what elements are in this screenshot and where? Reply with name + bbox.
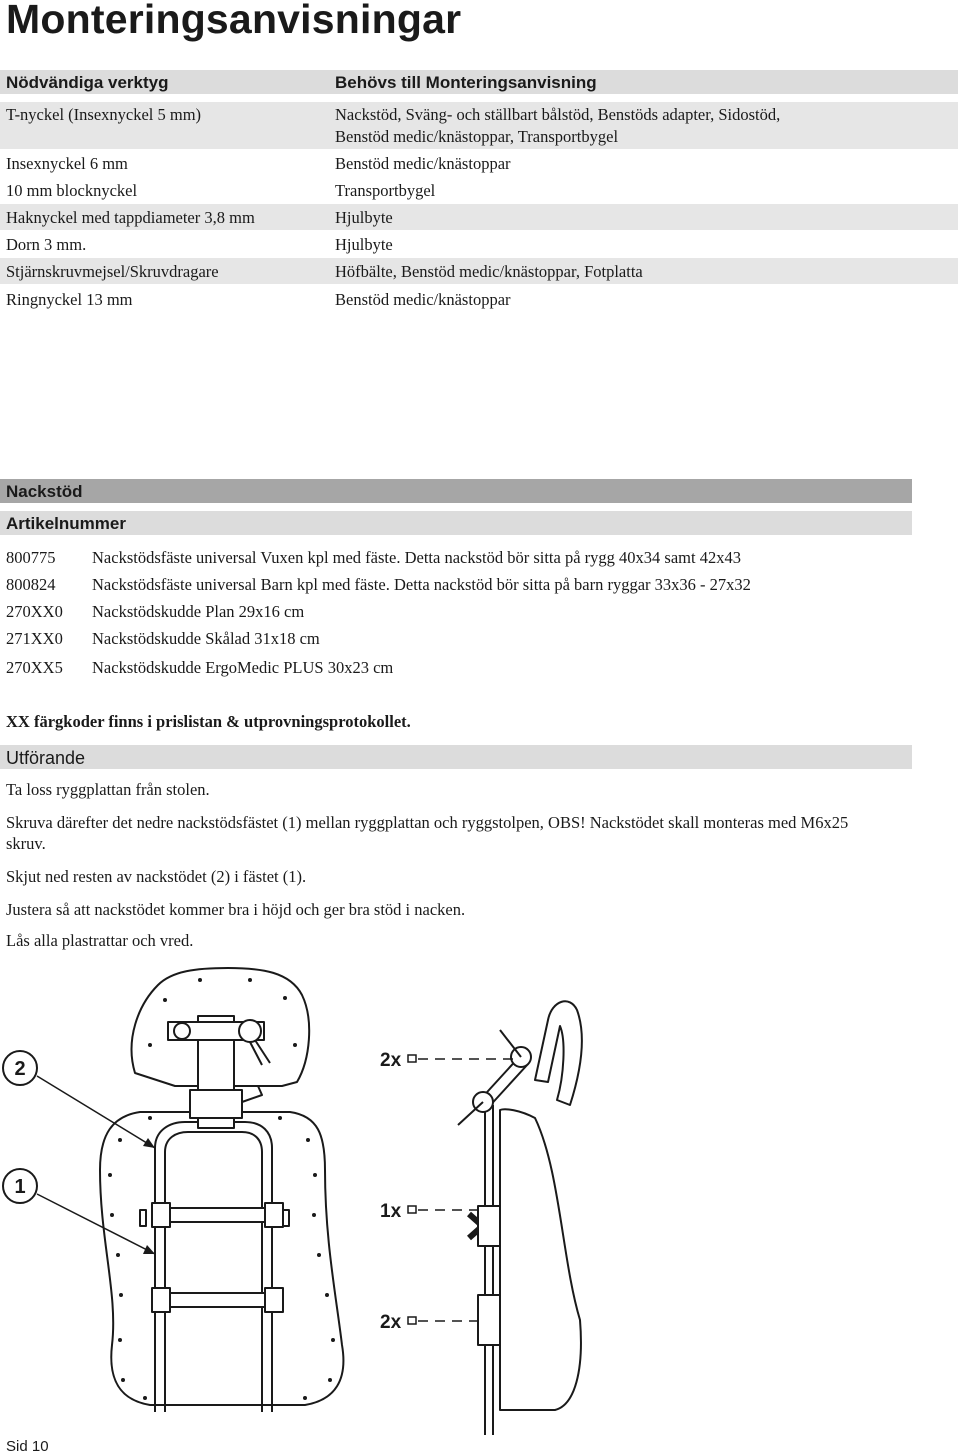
article-description: Nackstödskudde ErgoMedic PLUS 30x23 cm <box>92 658 394 677</box>
article-description: Nackstödsfäste universal Barn kpl med fäste. Detta nackstöd bör sitta på barn ryggar 33x36 - 27x32 <box>92 575 751 594</box>
instruction-step: Justera så att nackstödet kommer bra i höjd och ger bra stöd i nacken. <box>6 900 466 919</box>
headrest-assembly-diagram <box>0 960 960 1440</box>
crossbar <box>160 1208 275 1222</box>
mount-clamp <box>265 1203 283 1227</box>
tool-name: 10 mm blocknyckel <box>6 181 138 200</box>
instruction-step: Ta loss ryggplattan från stolen. <box>6 780 210 799</box>
tool-name: Ringnyckel 13 mm <box>6 290 133 309</box>
utforande-title: Utförande <box>6 748 86 768</box>
qty-mid-label: 1x <box>380 1201 402 1222</box>
qty-bottom-label: 2x <box>380 1312 402 1333</box>
section-title: Nackstöd <box>6 482 83 501</box>
callout-1-leader <box>37 1194 155 1254</box>
article-number: 270XX5 <box>6 658 63 677</box>
side-post <box>485 1105 493 1435</box>
instruction-step: Skjut ned resten av nackstödet (2) i fästet (1). <box>6 867 307 886</box>
tool-name: Insexnyckel 6 mm <box>6 154 128 173</box>
tool-use: Benstöd medic/knästoppar <box>335 154 511 173</box>
tools-header-left: Nödvändiga verktyg <box>6 73 169 92</box>
mount-clamp <box>152 1203 170 1227</box>
tool-use: Transportbygel <box>335 181 436 200</box>
tool-name: T-nyckel (Insexnyckel 5 mm) <box>6 105 202 124</box>
callout-1-label: 1 <box>14 1176 26 1198</box>
article-description: Nackstödsfäste universal Vuxen kpl med fäste. Detta nackstöd bör sitta på rygg 40x34 samt 42x43 <box>92 548 741 567</box>
page-title: Monteringsanvisningar <box>6 0 462 42</box>
tool-name: Haknyckel med tappdiameter 3,8 mm <box>6 208 255 227</box>
tool-use: Hjulbyte <box>335 235 393 254</box>
side-bracket <box>478 1206 500 1246</box>
article-number: 271XX0 <box>6 629 63 648</box>
page-number: Sid 10 <box>6 1438 49 1455</box>
knob <box>174 1023 190 1039</box>
headrest-frame-tube <box>155 1122 272 1412</box>
tool-use: Höfbälte, Benstöd medic/knästoppar, Fotplatta <box>335 262 643 281</box>
headrest-frame-tube <box>165 1132 262 1412</box>
side-cushion <box>535 1001 582 1105</box>
crossbar <box>160 1293 275 1307</box>
tool-use: Nackstöd, Sväng- och ställbart bålstöd, Benstöds adapter, Sidostöd, <box>335 105 781 124</box>
qty-top-label: 2x <box>380 1050 402 1071</box>
center-clamp <box>190 1090 242 1118</box>
color-code-note: XX färgkoder finns i prislistan & utprovningsprotokollet. <box>6 712 411 731</box>
mount-clamp <box>152 1288 170 1312</box>
subsection-title: Artikelnummer <box>6 514 126 533</box>
tool-use: Benstöd medic/knästoppar <box>335 290 511 309</box>
instruction-step: Skruva därefter det nedre nackstödsfästet (1) mellan ryggplattan och ryggstolpen, OBS! Nackstödet skall monteras med M6x25 skruv. <box>6 813 849 853</box>
subsection-band <box>0 511 912 535</box>
tool-name: Dorn 3 mm. <box>6 235 87 254</box>
article-number: 270XX0 <box>6 602 63 621</box>
side-bracket <box>478 1295 500 1345</box>
lever <box>250 1040 270 1065</box>
tool-use: Benstöd medic/knästoppar, Transportbygel <box>335 127 619 146</box>
article-description: Nackstödskudde Plan 29x16 cm <box>92 602 305 621</box>
article-number: 800824 <box>6 575 56 594</box>
subsection-band <box>0 745 912 769</box>
knob <box>239 1020 261 1042</box>
article-description: Nackstödskudde Skålad 31x18 cm <box>92 629 320 648</box>
back-plate <box>100 1112 343 1405</box>
tool-use: Hjulbyte <box>335 208 393 227</box>
tool-name: Stjärnskruvmejsel/Skruvdragare <box>6 262 219 281</box>
instruction-step: Lås alla plastrattar och vred. <box>6 931 194 950</box>
lever <box>242 1086 262 1102</box>
tools-header-right: Behövs till Monteringsanvisning <box>335 73 597 92</box>
mount-clamp <box>265 1288 283 1312</box>
callout-2-label: 2 <box>14 1058 26 1080</box>
article-number: 800775 <box>6 548 56 567</box>
side-back-plate <box>500 1109 581 1410</box>
section-band <box>0 479 912 503</box>
